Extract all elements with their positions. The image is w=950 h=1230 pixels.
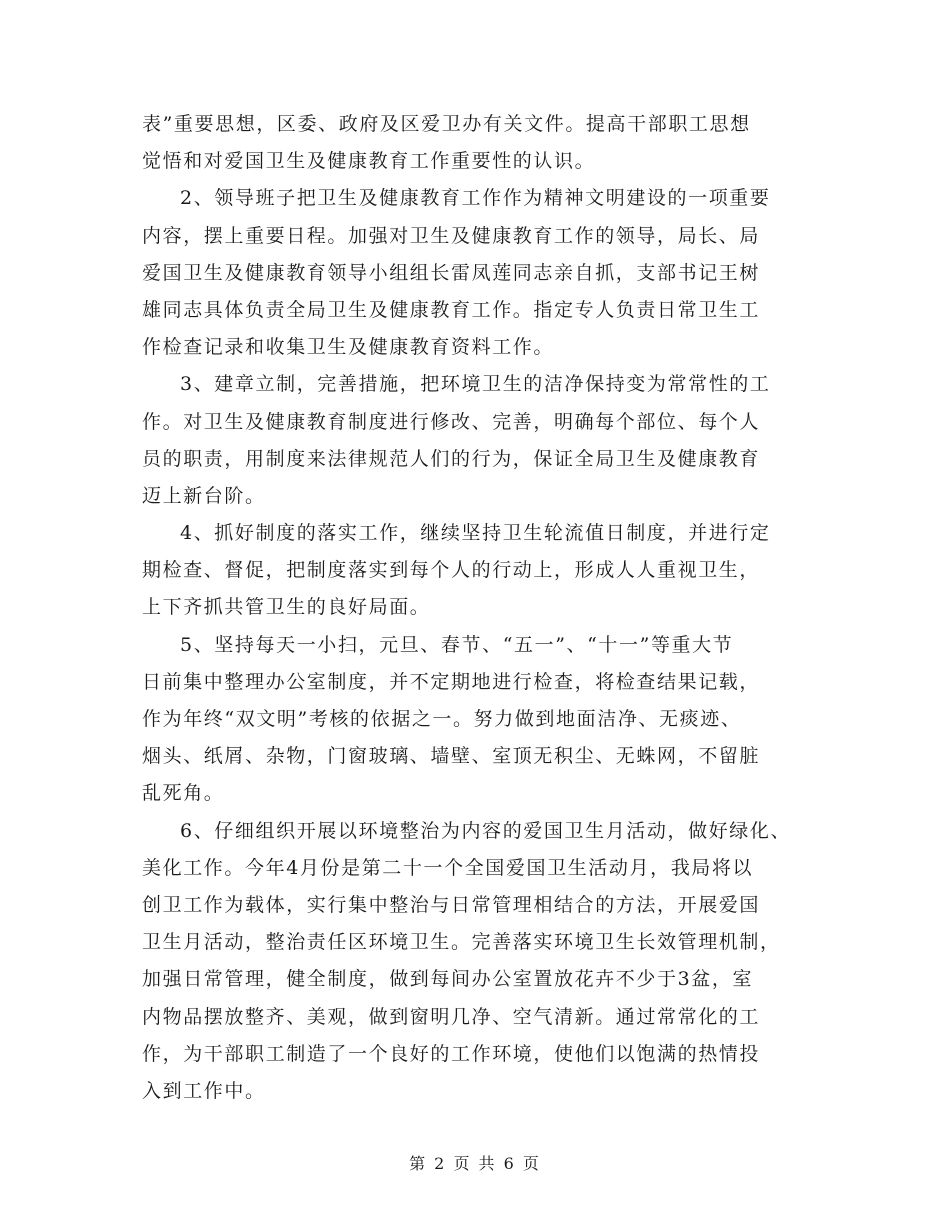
text-line: 内容，摆上重要日程。加强对卫生及健康教育工作的领导，局长、局: [142, 224, 761, 247]
text-line: 3、建章立制，完善措施，把环境卫生的洁净保持变为常常性的工: [180, 373, 771, 396]
document-body: [142, 106, 822, 1110]
text-line: 期检查、督促，把制度落实到每个人的行动上，形成人人重视卫生，: [142, 559, 761, 582]
text-line: 加强日常管理，健全制度，做到每间办公室置放花卉不少于3盆，室: [142, 968, 754, 991]
text-line: 上下齐抓共管卫生的良好局面。: [142, 596, 431, 619]
text-line: 5、坚持每天一小扫，元旦、春节、“五一”、“十一”等重大节: [180, 633, 734, 656]
text-line: 作，为干部职工制造了一个良好的工作环境，使他们以饱满的热情投: [142, 1042, 761, 1065]
text-line: 觉悟和对爱国卫生及健康教育工作重要性的认识。: [142, 150, 596, 173]
text-line: 日前集中整理办公室制度，并不定期地进行检查，将检查结果记载，: [142, 670, 761, 693]
text-line: 作。对卫生及健康教育制度进行修改、完善，明确每个部位、每个人: [142, 410, 761, 433]
text-line: 迈上新台阶。: [142, 484, 266, 507]
paragraph-item-5: [142, 627, 822, 813]
text-line: 乱死角。: [142, 782, 225, 805]
text-line: 4、抓好制度的落实工作，继续坚持卫生轮流值日制度，并进行定: [180, 522, 771, 545]
text-line: 创卫工作为载体，实行集中整治与日常管理相结合的方法，开展爱国: [142, 893, 761, 916]
paragraph-item-2: [142, 180, 822, 366]
text-line: 内物品摆放整齐、美观，做到窗明几净、空气清新。通过常常化的工: [142, 1005, 761, 1028]
text-line: 入到工作中。: [142, 1079, 266, 1102]
text-line: 6、仔细组织开展以环境整治为内容的爱国卫生月活动，做好绿化、: [180, 819, 792, 842]
text-line: 作为年终“双文明”考核的依据之一。努力做到地面洁净、无痰迹、: [142, 708, 742, 730]
paragraph-item-4: [142, 515, 822, 627]
text-line: 员的职责，用制度来法律规范人们的行为，保证全局卫生及健康教育: [142, 447, 761, 470]
paragraph-item-6: [142, 813, 822, 1111]
paragraph-intro-continued: [142, 106, 822, 180]
text-line: 美化工作。今年4月份是第二十一个全国爱国卫生活动月，我局将以: [142, 856, 754, 879]
paragraph-item-3: [142, 366, 822, 515]
text-line: 烟头、纸屑、杂物，门窗玻璃、墙壁、室顶无积尘、无蛛网，不留脏: [142, 745, 761, 768]
page-number-footer: 第 2 页 共 6 页: [409, 1154, 541, 1173]
text-line: 2、领导班子把卫生及健康教育工作作为精神文明建设的一项重要: [180, 187, 771, 210]
text-line: 作检查记录和收集卫生及健康教育资料工作。: [142, 336, 555, 359]
text-line: 表”重要思想，区委、政府及区爱卫办有关文件。提高干部职工思想: [142, 113, 751, 135]
text-line: 卫生月活动，整治责任区环境卫生。完善落实环境卫生长效管理机制，: [142, 931, 781, 954]
text-line: 爱国卫生及健康教育领导小组组长雷凤莲同志亲自抓，支部书记王树: [142, 261, 761, 284]
text-line: 雄同志具体负责全局卫生及健康教育工作。指定专人负责日常卫生工: [142, 298, 761, 321]
